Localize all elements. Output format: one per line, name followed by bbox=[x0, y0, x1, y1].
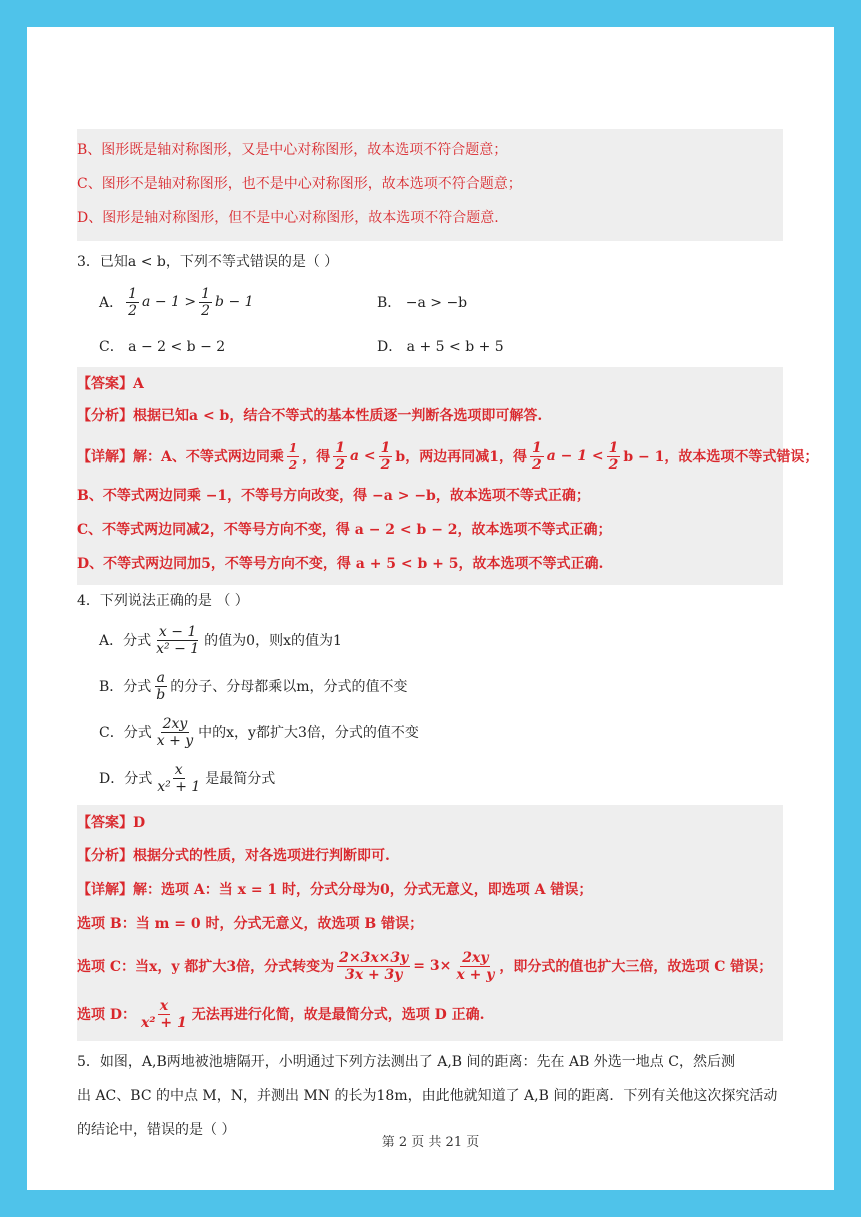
fraction-num: 1 bbox=[608, 439, 619, 456]
option-prefix: B．分式 bbox=[99, 679, 152, 695]
fraction-den: x² + 1 bbox=[141, 1014, 187, 1031]
fraction-den: 2 bbox=[288, 457, 298, 472]
fraction-num: 1 bbox=[531, 439, 542, 456]
detail-text: = 3× bbox=[413, 958, 452, 974]
page-footer: 第 2 页 共 21 页 bbox=[381, 1135, 480, 1150]
detail-line: B、不等式两边同乘 −1，不等号方向改变，得 −a > −b，故本选项不等式正确； bbox=[77, 488, 590, 504]
fraction bbox=[287, 440, 299, 473]
explanation-line: C、图形不是轴对称图形，也不是中心对称图形，故本选项不符合题意； bbox=[77, 176, 522, 192]
fraction bbox=[199, 286, 212, 319]
question-4-answer-box bbox=[77, 805, 783, 1041]
detail-line bbox=[77, 433, 819, 479]
fraction bbox=[337, 950, 410, 983]
answer-line: 【答案】A bbox=[77, 376, 144, 392]
option-b: B． −a > −b bbox=[377, 295, 468, 311]
detail-line: 【详解】解：选项 A：当 x = 1 时，分式分母为0，分式无意义，即选项 A 错误； bbox=[77, 882, 593, 898]
fraction-num: 2×3x×3y bbox=[339, 949, 409, 966]
question-5-line: 的结论中，错误的是（ ） bbox=[77, 1122, 236, 1138]
fraction bbox=[607, 440, 621, 473]
detail-line: 选项 B：当 m = 0 时，分式无意义，故选项 B 错误； bbox=[77, 916, 424, 932]
option-prefix: A．分式 bbox=[99, 633, 152, 649]
fraction-den: 3x + 3y bbox=[344, 966, 403, 983]
option-suffix: 是最简分式 bbox=[205, 771, 276, 787]
fraction bbox=[154, 670, 167, 703]
question-5-line: 出 AC、BC 的中点 M，N，并测出 MN 的长为18m，由此他就知道了 A,B 间的距离．下列有关他这次探究活动 bbox=[77, 1088, 778, 1104]
detail-text: a − 1 < bbox=[546, 448, 604, 464]
prev-explanation-box bbox=[77, 129, 783, 241]
detail-text: 选项 C：当x，y 都扩大3倍，分式转变为 bbox=[77, 959, 335, 975]
question-5-line: 5．如图，A,B两地被池塘隔开，小明通过下列方法测出了 A,B 间的距离：先在 AB 外选一地点 C，然后测 bbox=[77, 1054, 735, 1070]
fraction-den: x + y bbox=[156, 732, 194, 749]
fraction-den: 2 bbox=[335, 456, 345, 473]
option-prefix: C．分式 bbox=[99, 725, 152, 741]
fraction bbox=[155, 716, 195, 749]
explanation-line: B、图形既是轴对称图形，又是中心对称图形，故本选项不符合题意； bbox=[77, 142, 508, 158]
detail-text: 无法再进行化简，故是最简分式，选项 D 正确. bbox=[191, 1007, 485, 1023]
fraction-den: 2 bbox=[201, 302, 211, 319]
detail-text: 【详解】解：A、不等式两边同乘 bbox=[77, 449, 284, 465]
fraction bbox=[530, 440, 544, 473]
option-suffix: 中的x，y都扩大3倍，分式的值不变 bbox=[198, 725, 419, 741]
detail-text: 选项 D： bbox=[77, 1007, 137, 1023]
detail-line: D、不等式两边同加5，不等号方向不变，得 a + 5 < b + 5，故本选项不等式正确. bbox=[77, 556, 604, 572]
option-d bbox=[77, 755, 783, 801]
fraction-num: x bbox=[174, 761, 183, 778]
option-d: D． a + 5 < b + 5 bbox=[377, 339, 504, 355]
detail-text: b − 1，故本选项不等式错误； bbox=[623, 449, 819, 465]
fraction-num: 2xy bbox=[462, 949, 489, 966]
fraction-num: x bbox=[159, 997, 169, 1014]
fraction-num: 1 bbox=[288, 440, 298, 455]
fraction-den: 2 bbox=[608, 456, 619, 473]
analysis-line: 【分析】根据分式的性质，对各选项进行判断即可. bbox=[77, 848, 390, 864]
option-b bbox=[77, 663, 783, 709]
detail-text: b，两边再同减1，得 bbox=[395, 449, 527, 465]
fraction-num: 1 bbox=[335, 439, 345, 456]
fraction bbox=[155, 762, 202, 795]
option-a-label: A． bbox=[99, 295, 124, 311]
question-3-options-row-1 bbox=[77, 275, 783, 329]
detail-text: a < bbox=[349, 448, 376, 464]
fraction-den: x + y bbox=[456, 966, 495, 983]
fraction bbox=[379, 440, 393, 473]
fraction-num: a bbox=[156, 669, 165, 686]
option-a-mid: a − 1 > bbox=[142, 294, 197, 310]
question-3-answer-box bbox=[77, 367, 819, 585]
option-suffix: 的值为0，则x的值为1 bbox=[204, 633, 342, 649]
question-3-options-row-2 bbox=[77, 329, 783, 363]
option-a bbox=[99, 286, 377, 319]
option-a-end: b − 1 bbox=[215, 294, 254, 310]
option-c: C． a − 2 < b − 2 bbox=[99, 339, 226, 355]
analysis-line: 【分析】根据已知a < b，结合不等式的基本性质逐一判断各选项即可解答. bbox=[77, 408, 543, 424]
option-a bbox=[77, 617, 783, 663]
fraction-den: x² − 1 bbox=[156, 640, 200, 657]
explanation-line: D、图形是轴对称图形，但不是中心对称图形，故本选项不符合题意. bbox=[77, 210, 499, 226]
option-prefix: D．分式 bbox=[99, 771, 153, 787]
fraction bbox=[454, 950, 496, 983]
fraction-num: 1 bbox=[128, 285, 138, 302]
fraction-num: 1 bbox=[201, 285, 211, 302]
option-suffix: 的分子、分母都乘以m，分式的值不变 bbox=[170, 679, 408, 695]
fraction-den: 2 bbox=[380, 456, 391, 473]
detail-line bbox=[77, 941, 783, 991]
fraction bbox=[139, 998, 189, 1031]
fraction-den: 2 bbox=[531, 456, 542, 473]
detail-text: ，得 bbox=[302, 449, 331, 465]
fraction bbox=[154, 624, 201, 657]
fraction bbox=[333, 440, 347, 473]
fraction-num: x − 1 bbox=[158, 623, 197, 640]
detail-text: ，即分式的值也扩大三倍，故选项 C 错误； bbox=[499, 959, 773, 975]
fraction-den: 2 bbox=[128, 302, 138, 319]
answer-line: 【答案】D bbox=[77, 815, 146, 831]
fraction bbox=[126, 286, 139, 319]
detail-line: C、不等式两边同减2，不等号方向不变，得 a − 2 < b − 2，故本选项不等式正确； bbox=[77, 522, 612, 538]
question-4-stem: 4．下列说法正确的是 （ ） bbox=[77, 593, 249, 609]
fraction-num: 1 bbox=[380, 439, 391, 456]
fraction-num: 2xy bbox=[162, 715, 188, 732]
page-content bbox=[77, 129, 819, 1147]
option-c bbox=[77, 709, 783, 755]
fraction-den: x² + 1 bbox=[157, 778, 201, 795]
document-page bbox=[27, 27, 834, 1190]
fraction-den: b bbox=[156, 686, 166, 703]
detail-line bbox=[77, 991, 783, 1037]
question-3-stem: 3．已知a < b，下列不等式错误的是（ ） bbox=[77, 254, 339, 270]
